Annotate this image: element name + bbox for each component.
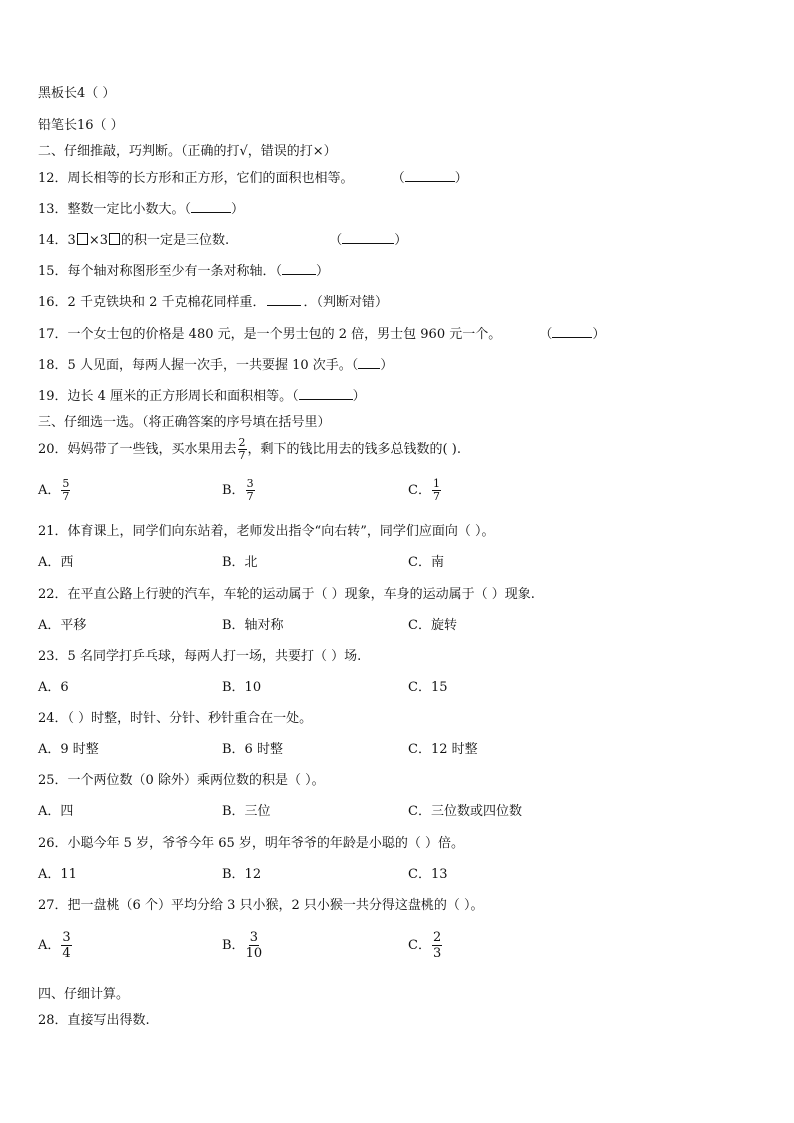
option-25-c[interactable]: C．三位数或四位数 [408, 804, 522, 819]
pencil-length-line: 铅笔长16（ ） [38, 118, 124, 133]
answer-12[interactable]: （ ） [392, 171, 468, 186]
question-21: 21．体育课上，同学们向东站着，老师发出指令“向右转”，同学们应面向（ ）。 [38, 524, 495, 539]
answer-16[interactable] [267, 292, 301, 306]
option-24-b[interactable]: B．6 时整 [222, 742, 283, 757]
fraction: $\frac{3}{4}$ [62, 930, 71, 961]
option-23-c[interactable]: C．15 [408, 680, 448, 695]
question-26: 26．小聪今年 5 岁，爷爷今年 65 岁，明年爷爷的年龄是小聪的（ ）倍。 [38, 836, 465, 851]
answer-19[interactable] [299, 386, 353, 400]
option-26-c[interactable]: C．13 [408, 867, 448, 882]
option-22-b[interactable]: B．轴对称 [222, 618, 284, 633]
question-15: 15．每个轴对称图形至少有一条对称轴．（ ） [38, 260, 329, 279]
fraction: $\frac{2}{7}$ [238, 436, 246, 462]
option-27-b[interactable]: B． $\frac{3}{10}$ [222, 930, 263, 961]
option-23-b[interactable]: B．10 [222, 680, 262, 695]
option-23-a[interactable]: A．6 [38, 680, 69, 695]
question-13-text: 13．整数一定比小数大。（ [38, 202, 192, 217]
question-19: 19．边长 4 厘米的正方形周长和面积相等。（ ） [38, 385, 366, 404]
answer-13[interactable] [191, 199, 231, 213]
question-12-text: 12．周长相等的长方形和正方形，它们的面积也相等。 [38, 171, 354, 186]
answer-18[interactable] [358, 355, 380, 369]
option-22-c[interactable]: C．旋转 [408, 618, 457, 633]
option-24-c[interactable]: C．12 时整 [408, 742, 478, 757]
fraction: $\frac{2}{3}$ [432, 930, 442, 961]
digit-box-icon [109, 233, 120, 245]
option-21-a[interactable]: A．西 [38, 555, 74, 570]
option-21-c[interactable]: C．南 [408, 555, 444, 570]
option-27-c[interactable]: C． $\frac{2}{3}$ [408, 930, 442, 961]
section-2-heading: 二、仔细推敲，巧判断。（正确的打√，错误的打×） [38, 144, 337, 159]
option-21-b[interactable]: B．北 [222, 555, 258, 570]
fraction: $\frac{1}{7}$ [432, 477, 440, 503]
fraction: $\frac{3}{7}$ [246, 477, 254, 503]
option-26-a[interactable]: A．11 [38, 867, 77, 882]
fraction: $\frac{5}{7}$ [62, 477, 70, 503]
question-18: 18．5 人见面，每两人握一次手，一共要握 10 次手。（ ） [38, 354, 393, 373]
section-4-heading: 四、仔细计算。 [38, 987, 130, 1002]
question-20: 20．妈妈带了一些钱，买水果用去 $\frac{2}{7}$ ，剩下的钱比用去的钱多总钱数的( ). [38, 436, 461, 462]
question-23: 23．5 名同学打乒乓球，每两人打一场，共要打（ ）场. [38, 649, 362, 664]
section-3-heading: 三、仔细选一选。（将正确答案的序号填在括号里） [38, 415, 331, 430]
question-22: 22．在平直公路上行驶的汽车，车轮的运动属于（ ）现象，车身的运动属于（ ）现象. [38, 587, 535, 602]
blackboard-length-line: 黑板长4（ ） [38, 86, 116, 101]
option-22-a[interactable]: A．平移 [38, 618, 87, 633]
option-25-b[interactable]: B．三位 [222, 804, 271, 819]
question-12 [38, 167, 468, 186]
question-14: 14．3 ×3 的积一定是三位数. （ ） [38, 229, 407, 248]
option-20-a[interactable]: A． $\frac{5}{7}$ [38, 477, 70, 503]
answer-17[interactable]: （ ） [539, 327, 605, 342]
digit-box-icon [77, 233, 88, 245]
question-25: 25．一个两位数（0 除外）乘两位数的积是（ ）。 [38, 773, 325, 788]
question-28: 28．直接写出得数. [38, 1013, 150, 1028]
question-24: 24．（ ）时整，时针、分针、秒针重合在一处。 [38, 711, 313, 726]
answer-15[interactable] [282, 261, 316, 275]
option-26-b[interactable]: B．12 [222, 867, 262, 882]
question-13: 13．整数一定比小数大。（ ） [38, 198, 244, 217]
option-20-c[interactable]: C． $\frac{1}{7}$ [408, 477, 440, 503]
question-27: 27．把一盘桃（6 个）平均分给 3 只小猴，2 只小猴一共分得这盘桃的（ ）。 [38, 898, 484, 913]
option-20-b[interactable]: B． $\frac{3}{7}$ [222, 477, 254, 503]
option-27-a[interactable]: A． $\frac{3}{4}$ [38, 930, 71, 961]
option-24-a[interactable]: A．9 时整 [38, 742, 99, 757]
fraction: $\frac{3}{10}$ [245, 930, 263, 961]
option-25-a[interactable]: A．四 [38, 804, 74, 819]
question-16: 16．2 千克铁块和 2 千克棉花同样重． ．（判断对错） [38, 291, 388, 310]
question-17: 17．一个女士包的价格是 480 元，是一个男士包的 2 倍，男士包 960 元一个。 （ ） [38, 323, 605, 342]
answer-14[interactable]: （ ） [329, 233, 407, 248]
